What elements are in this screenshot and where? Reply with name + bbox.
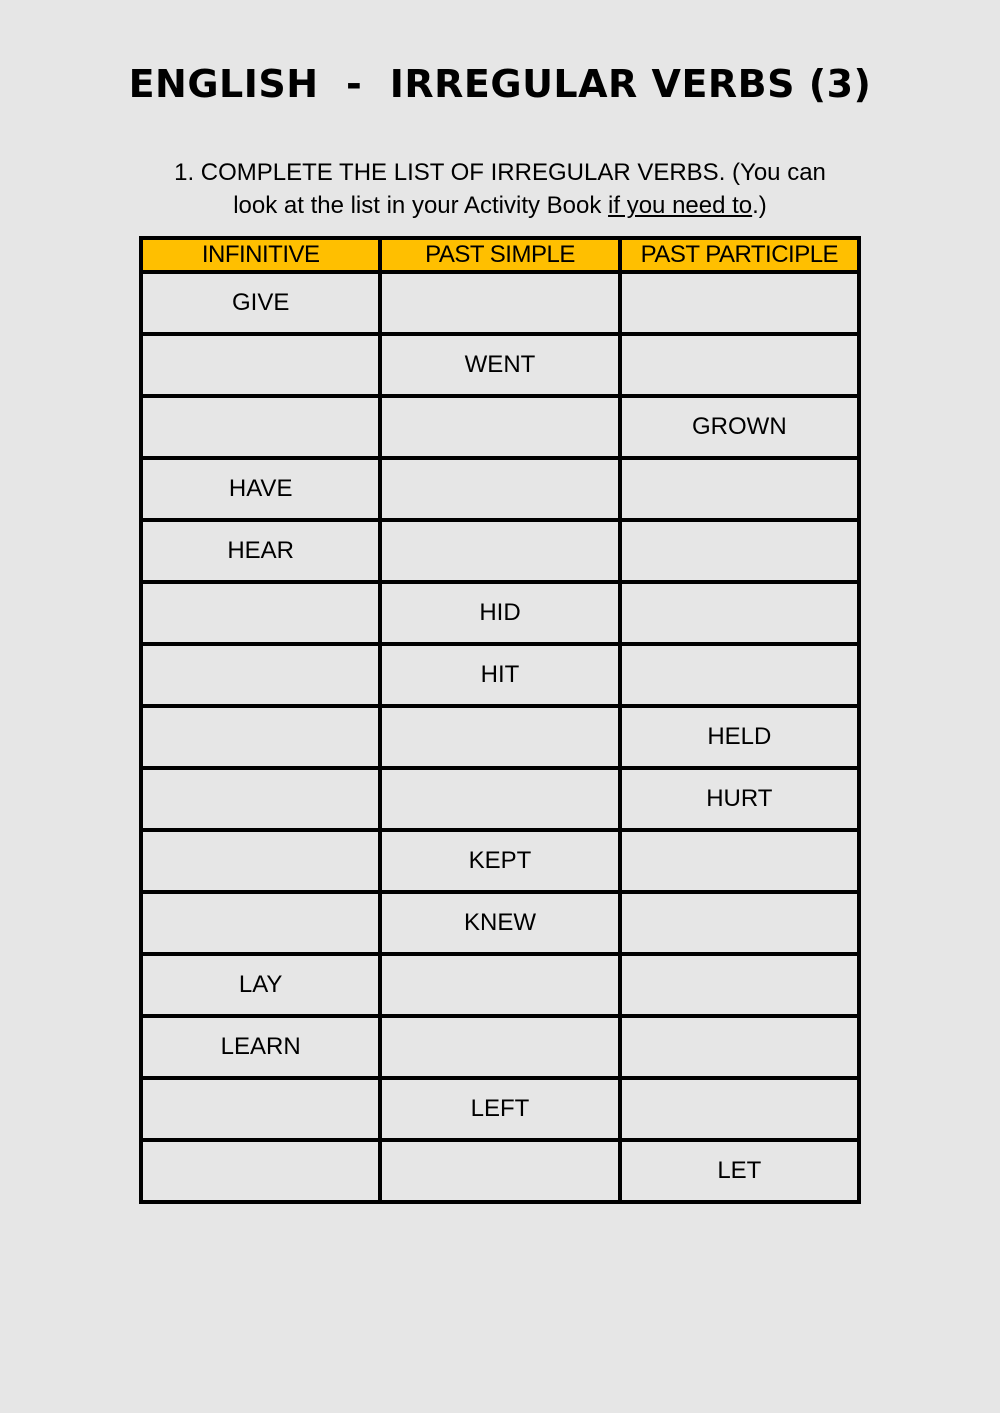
instructions-line-1: 1. COMPLETE THE LIST OF IRREGULAR VERBS. (You can [174, 159, 826, 186]
table-row [141, 644, 859, 706]
infinitive-cell[interactable] [141, 706, 380, 768]
table-row [141, 334, 859, 396]
past-participle-cell[interactable]: HELD [620, 706, 859, 768]
past-simple-cell[interactable] [380, 396, 619, 458]
past-participle-cell[interactable]: LET [620, 1140, 859, 1202]
infinitive-cell[interactable]: LAY [141, 954, 380, 1016]
past-simple-cell[interactable] [380, 520, 619, 582]
past-simple-cell[interactable]: KNEW [380, 892, 619, 954]
table-row [141, 458, 859, 520]
instructions [0, 156, 1000, 222]
infinitive-cell[interactable] [141, 1078, 380, 1140]
infinitive-cell[interactable] [141, 892, 380, 954]
infinitive-cell[interactable] [141, 768, 380, 830]
table-row [141, 954, 859, 1016]
past-participle-cell[interactable] [620, 582, 859, 644]
past-simple-cell[interactable] [380, 954, 619, 1016]
past-participle-cell[interactable] [620, 334, 859, 396]
infinitive-cell[interactable] [141, 396, 380, 458]
table-row [141, 1140, 859, 1202]
header-infinitive: INFINITIVE [141, 238, 380, 272]
past-simple-cell[interactable] [380, 458, 619, 520]
table-row [141, 1016, 859, 1078]
table-row [141, 830, 859, 892]
infinitive-cell[interactable] [141, 1140, 380, 1202]
infinitive-cell[interactable] [141, 334, 380, 396]
table-row [141, 582, 859, 644]
infinitive-cell[interactable]: GIVE [141, 272, 380, 334]
irregular-verbs-table [139, 236, 861, 1204]
past-simple-cell[interactable] [380, 768, 619, 830]
header-past-participle: PAST PARTICIPLE [620, 238, 859, 272]
past-participle-cell[interactable] [620, 458, 859, 520]
past-simple-cell[interactable] [380, 1016, 619, 1078]
past-simple-cell[interactable]: KEPT [380, 830, 619, 892]
infinitive-cell[interactable]: HAVE [141, 458, 380, 520]
past-simple-cell[interactable]: HID [380, 582, 619, 644]
table-row [141, 768, 859, 830]
infinitive-cell[interactable]: LEARN [141, 1016, 380, 1078]
infinitive-cell[interactable]: HEAR [141, 520, 380, 582]
table-row [141, 1078, 859, 1140]
worksheet-title: ENGLISH - IRREGULAR VERBS (3) [128, 62, 872, 106]
past-participle-cell[interactable] [620, 954, 859, 1016]
past-simple-cell[interactable]: LEFT [380, 1078, 619, 1140]
past-simple-cell[interactable]: HIT [380, 644, 619, 706]
past-participle-cell[interactable] [620, 1016, 859, 1078]
infinitive-cell[interactable] [141, 582, 380, 644]
table-row [141, 520, 859, 582]
instructions-underlined-text: if you need to [608, 192, 753, 219]
table-row [141, 272, 859, 334]
past-participle-cell[interactable] [620, 520, 859, 582]
past-participle-cell[interactable] [620, 272, 859, 334]
table-row [141, 396, 859, 458]
instructions-line-2 [0, 189, 1000, 222]
table-header-row [141, 238, 859, 272]
past-participle-cell[interactable]: GROWN [620, 396, 859, 458]
infinitive-cell[interactable] [141, 644, 380, 706]
past-simple-cell[interactable]: WENT [380, 334, 619, 396]
past-simple-cell[interactable] [380, 1140, 619, 1202]
past-simple-cell[interactable] [380, 706, 619, 768]
table-body [141, 272, 859, 1202]
header-past-simple: PAST SIMPLE [380, 238, 619, 272]
past-participle-cell[interactable] [620, 830, 859, 892]
past-participle-cell[interactable] [620, 644, 859, 706]
table-row [141, 892, 859, 954]
past-participle-cell[interactable]: HURT [620, 768, 859, 830]
past-participle-cell[interactable] [620, 1078, 859, 1140]
infinitive-cell[interactable] [141, 830, 380, 892]
table-row [141, 706, 859, 768]
instructions-line-2-end: .) [752, 192, 767, 219]
instructions-line-2-text: look at the list in your Activity Book [233, 192, 609, 219]
past-simple-cell[interactable] [380, 272, 619, 334]
past-participle-cell[interactable] [620, 892, 859, 954]
